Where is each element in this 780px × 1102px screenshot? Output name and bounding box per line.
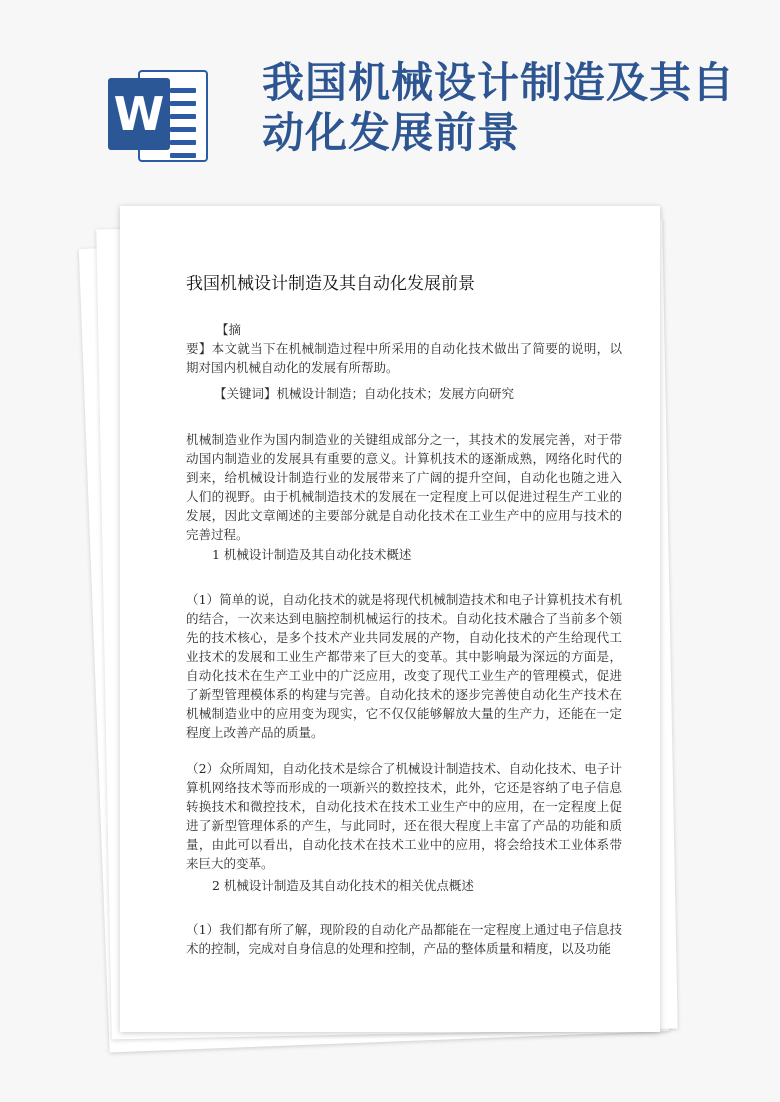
document-page bbox=[120, 206, 660, 1032]
word-document-icon bbox=[108, 66, 208, 162]
section1-paragraph-1: （1）简单的说，自动化技术的就是将现代机械制造技术和电子计算机技术有机的结合，一次来达到电脑控制机械运行的技术。自动化技术融合了当前多个领先的技术核心，是多个技术产业共同发展的产物，自动化技术的产生给现代工业技术的发展和工业生产都带来了巨大的变革。其中影响最为深远的方面是，自动化技术在生产工业中的广泛应用，改变了现代工业生产的管理模式，促进了新型管理模体系的构建与完善。自动化技术的逐步完善使自动化生产技术在机械制造业中的应用变为现实，它不仅仅能够解放大量的生产力，还能在一定程度上改善产品的质量。 bbox=[186, 592, 622, 740]
abstract-text: 要】本文就当下在机械制造过程中所采用的自动化技术做出了简要的说明，以期对国内机械自动化的发展有所帮助。 bbox=[186, 341, 622, 375]
document-title: 我国机械设计制造及其自动化发展前景 bbox=[186, 274, 475, 294]
section-heading-1: 1 机械设计制造及其自动化技术概述 bbox=[212, 547, 412, 562]
abstract-heading: 【摘 bbox=[216, 322, 242, 337]
intro-paragraph: 机械制造业作为国内制造业的关键组成部分之一，其技术的发展完善，对于带动国内制造业的发展具有重要的意义。计算机技术的逐渐成熟，网络化时代的到来，给机械设计制造行业的发展带来了广阔的提升空间，自动化也随之进入人们的视野。由于机械制造技术的发展在一定程度上可以促进过程生产工业的发展，因此文章阐述的主要部分就是自动化技术在工业生产中的应用与技术的完善过程。 bbox=[186, 432, 622, 542]
section1-paragraph-2: （2）众所周知，自动化技术是综合了机械设计制造技术、自动化技术、电子计算机网络技术等而形成的一项新兴的数控技术，此外，它还是容纳了电子信息转换技术和微控技术，自动化技术在技术工业生产中的应用，在一定程度上促进了新型管理体系的产生，与此同时，还在很大程度上丰富了产品的功能和质量，由此可以看出，自动化技术在技术工业中的应用，将会给技术工业体系带来巨大的变革。 bbox=[186, 761, 622, 871]
text-lines-icon bbox=[170, 88, 196, 166]
section2-paragraph-1: （1）我们都有所了解，现阶段的自动化产品都能在一定程度上通过电子信息技术的控制，完成对自身信息的处理和控制，产品的整体质量和精度，以及功能 bbox=[186, 922, 622, 956]
banner bbox=[0, 0, 780, 210]
section-heading-2: 2 机械设计制造及其自动化技术的相关优点概述 bbox=[212, 878, 474, 893]
banner-title: 我国机械设计制造及其自动化发展前景 bbox=[262, 58, 736, 157]
keywords-line: 【关键词】机械设计制造；自动化技术；发展方向研究 bbox=[214, 386, 515, 401]
word-w-logo: W bbox=[108, 78, 170, 150]
